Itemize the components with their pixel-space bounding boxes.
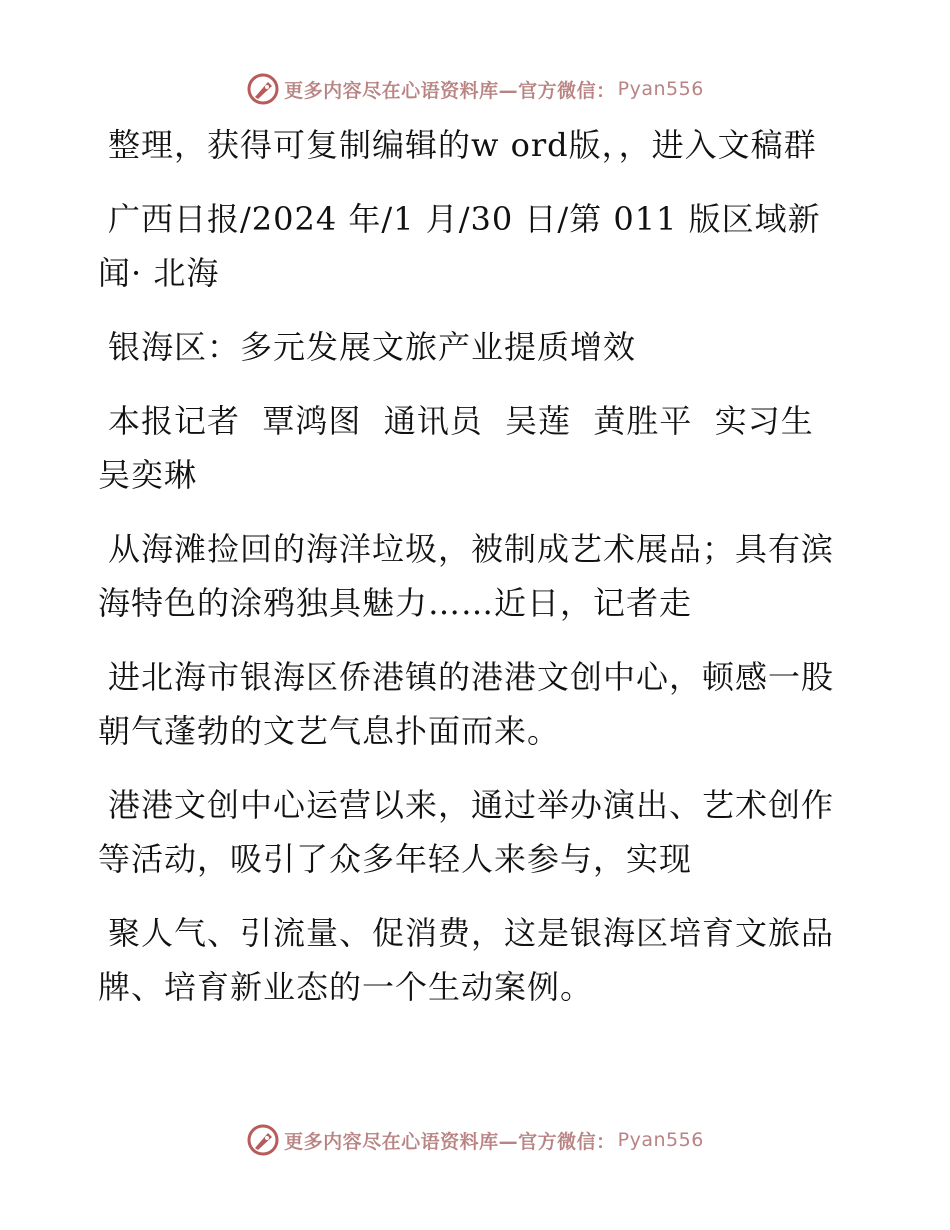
byline: 本报记者 覃鸿图 通讯员 吴莲 黄胜平 实习生 吴奕琳: [98, 402, 837, 494]
article-title: 银海区：多元发展文旅产业提质增效: [108, 328, 637, 366]
paragraph-source: 广西日报/2024 年/1 月/30 日/第 011 版区域新闻· 北海: [98, 200, 821, 292]
pen-nib-circle-icon: [246, 72, 280, 106]
header-watermark: [0, 72, 950, 106]
watermark-wechat-id: Pyan556: [617, 78, 704, 100]
paragraph-intro: 整理，获得可复制编辑的w ord版，，进入文稿群: [108, 126, 817, 164]
watermark-text: 更多内容尽在心语资料库—官方微信：: [284, 1130, 616, 1153]
watermark-text: 更多内容尽在心语资料库—官方微信：: [284, 79, 616, 102]
watermark-wechat-id: Pyan556: [617, 1129, 704, 1151]
paragraph-body: 进北海市银海区侨港镇的港港文创中心，顿感一股朝气蓬勃的文艺气息扑面而来。: [98, 658, 835, 750]
document-body: [98, 118, 848, 1014]
paragraph-body: 港港文创中心运营以来，通过举办演出、艺术创作等活动，吸引了众多年轻人来参与，实现: [98, 786, 835, 878]
pen-nib-circle-icon: [246, 1123, 280, 1157]
footer-watermark: [0, 1123, 950, 1157]
paragraph-body: 聚人气、引流量、促消费，这是银海区培育文旅品牌、培育新业态的一个生动案例。: [98, 914, 835, 1006]
paragraph-body: 从海滩捡回的海洋垃圾，被制成艺术展品；具有滨海特色的涂鸦独具魅力……近日，记者走: [98, 530, 835, 622]
